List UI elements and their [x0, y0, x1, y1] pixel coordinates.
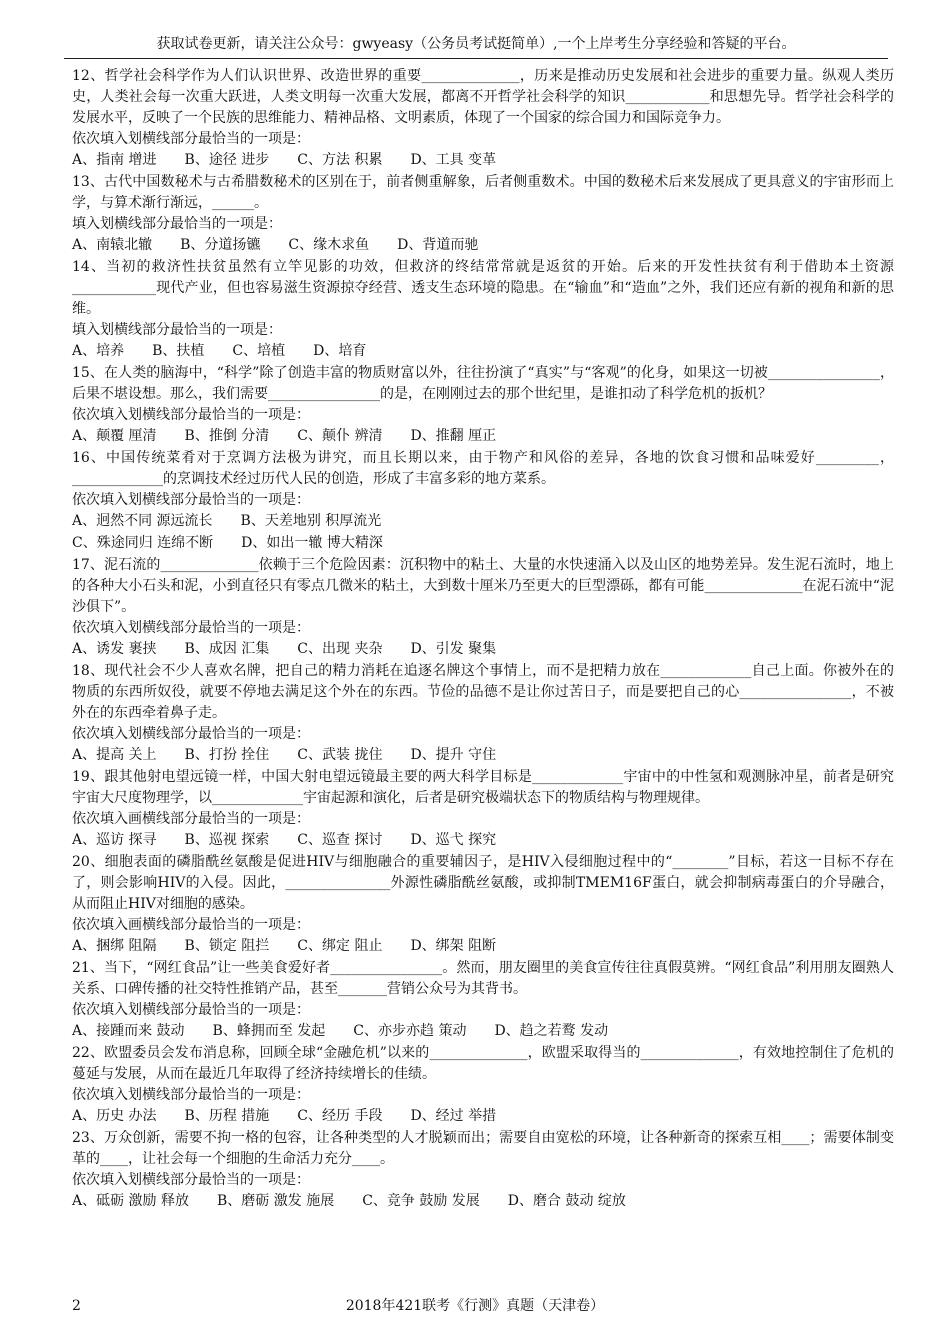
question-prompt: 依次填入划横线部分最恰当的一项是： — [72, 1087, 310, 1103]
question-options: A、指南 增进 B、途径 进步 C、方法 积累 D、工具 变革 — [72, 152, 497, 168]
question-options: A、提高 关上 B、打扮 拴住 C、武装 拢住 D、提升 守住 — [72, 747, 497, 763]
question-stem: 19、跟其他射电望远镜一样，中国大射电望远镜最主要的两大科学目标是_____________宇宙中的中性氢和观测脉冲星，前者是研究宇宙大尺度物理学，以_____________宇宙起源和演化，后者是研究极端状态下的物质结构与物理规律。 — [72, 769, 894, 806]
header-notice: 获取试卷更新，请关注公众号：gwyeasy（公务员考试挺简单）,一个上岸考生分享经验和答疑的平台。 — [156, 36, 796, 52]
question-options: A、颠覆 厘清 B、推倒 分清 C、颠仆 辨清 D、推翻 厘正 — [72, 428, 497, 444]
question-12 — [72, 66, 894, 171]
question-options: A、迥然不同 源远流长 B、天差地别 积厚流光 — [72, 513, 382, 529]
question-14 — [72, 257, 894, 362]
question-list — [72, 66, 894, 1213]
question-stem: 22、欧盟委员会发布消息称，回顾全球“金融危机”以来的______________，欧盟采取得当的______________，有效地控制住了危机的蔓延与发展，从而在最近几年取得了经济持续增长的佳绩。 — [72, 1045, 894, 1082]
question-options: A、南辕北辙 B、分道扬镳 C、缘木求鱼 D、背道而驰 — [72, 237, 479, 253]
question-stem: 21、当下，“网红食品”让一些美食爱好者________________。然而，朋友圈里的美食宣传往往真假莫辨。“网红食品”利用朋友圈熟人关系、口碑传播的社交特性推销产品，甚至_______营销公众号为其背书。 — [72, 960, 894, 997]
question-13 — [72, 172, 894, 256]
question-23 — [72, 1128, 894, 1212]
question-options: A、诱发 裹挟 B、成因 汇集 C、出现 夹杂 D、引发 聚集 — [72, 641, 497, 657]
question-prompt: 填入划横线部分最恰当的一项是： — [72, 322, 282, 338]
footer-title: 2018年421联考《行测》真题（天津卷） — [345, 1298, 605, 1314]
question-17 — [72, 555, 894, 660]
question-stem: 23、万众创新，需要不拘一格的包容，让各种类型的人才脱颖而出；需要自由宽松的环境，让各种新奇的探索互相____；需要体制变革的____，让社会每一个细胞的生命活力充分____。 — [72, 1130, 894, 1167]
question-prompt: 依次填入画横线部分最恰当的一项是： — [72, 917, 310, 933]
question-15 — [72, 363, 894, 447]
question-prompt: 依次填入划横线部分最恰当的一项是： — [72, 620, 310, 636]
question-stem: 18、现代社会不少人喜欢名牌，把自己的精力消耗在追逐名牌这个事情上，而不是把精力放在_____________自己上面。你被外在的物质的东西所奴役，就要不停地去满足这个外在的东西。节俭的品德不是让你过苦日子，而是要把自己的心________________，不被外在的东西牵着鼻子走。 — [72, 663, 894, 721]
question-prompt: 依次填入划横线部分最恰当的一项是： — [72, 726, 310, 742]
question-stem: 17、泥石流的______________依赖于三个危险因素：沉积物中的粘土、大量的水快速涌入以及山区的地势差异。发生泥石流时，地上的各种大小石头和泥，小到直径只有零点几微米的粘土，大到数十厘米乃至更大的巨型漂砾，都有可能______________在泥石流中“泥沙俱下”。 — [72, 557, 894, 615]
question-options: A、砥砺 激励 释放 B、磨砺 激发 施展 C、竞争 鼓励 发展 D、磨合 鼓动 绽放 — [72, 1193, 626, 1209]
question-options-second-line: C、殊途同归 连绵不断 D、如出一辙 博大精深 — [72, 535, 383, 551]
question-21 — [72, 958, 894, 1042]
question-options: A、巡访 探寻 B、巡视 探索 C、巡查 探讨 D、巡弋 探究 — [72, 832, 497, 848]
question-stem: 13、古代中国数秘术与古希腊数秘术的区别在于，前者侧重解象，后者侧重数术。中国的数秘术后来发展成了更具意义的宇宙形而上学，与算术渐行渐远，______。 — [72, 174, 894, 211]
question-options: A、接踵而来 鼓动 B、蜂拥而至 发起 C、亦步亦趋 策动 D、趋之若鹜 发动 — [72, 1023, 609, 1039]
question-20 — [72, 852, 894, 957]
question-options: A、历史 办法 B、历程 措施 C、经历 手段 D、经过 举措 — [72, 1108, 497, 1124]
question-prompt: 依次填入划横线部分最恰当的一项是： — [72, 492, 310, 508]
question-22 — [72, 1043, 894, 1127]
question-options: A、培养 B、扶植 C、培植 D、培育 — [72, 343, 367, 359]
question-options: A、捆绑 阻隔 B、锁定 阻拦 C、绑定 阻止 D、绑架 阻断 — [72, 938, 497, 954]
question-stem: 16、中国传统菜肴对于烹调方法极为讲究，而且长期以来，由于物产和风俗的差异，各地的饮食习惯和品味爱好_________，_____________的烹调技术经过历代人民的创造，形成了丰富多彩的地方菜系。 — [72, 450, 894, 487]
question-prompt: 依次填入划横线部分最恰当的一项是： — [72, 1002, 310, 1018]
question-stem: 14、当初的救济性扶贫虽然有立竿见影的功效，但救济的终结常常就是返贫的开始。后来的开发性扶贫有利于借助本土资源____________现代产业，但也容易滋生资源掠夺经营、透支生态环境的隐患。在“输血”和“造血”之外，我们还应有新的视角和新的思维。 — [72, 259, 894, 317]
question-prompt: 依次填入画横线部分最恰当的一项是： — [72, 811, 310, 827]
question-stem: 12、哲学社会科学作为人们认识世界、改造世界的重要______________，历来是推动历史发展和社会进步的重要力量。纵观人类历史，人类社会每一次重大跃进，人类文明每一次重大发展，都离不开哲学社会科学的知识____________和思想先导。哲学社会科学的发展水平，反映了一个民族的思维能力、精神品格、文明素质，体现了一个国家的综合国力和国际竞争力。 — [72, 68, 894, 126]
question-stem: 15、在人类的脑海中，“科学”除了创造丰富的物质财富以外，往往扮演了“真实”与“客观”的化身，如果这一切被________________，后果不堪设想。那么，我们需要________________的是，在刚刚过去的那个世纪里，是谁扣动了科学危机的扳机？ — [72, 365, 894, 402]
question-16 — [72, 448, 894, 554]
question-prompt: 填入划横线部分最恰当的一项是： — [72, 216, 282, 232]
header-divider — [64, 58, 888, 59]
question-prompt: 依次填入划横线部分最恰当的一项是： — [72, 131, 310, 147]
page-number: 2 — [72, 1298, 81, 1314]
question-prompt: 依次填入划横线部分最恰当的一项是： — [72, 1172, 310, 1188]
question-18 — [72, 661, 894, 766]
question-stem: 20、细胞表面的磷脂酰丝氨酸是促进HIV与细胞融合的重要辅因子，是HIV入侵细胞过程中的“________”目标，若这一目标不存在了，则会影响HIV的入侵。因此，_______________外源性磷脂酰丝氨酸，或抑制TMEM16F蛋白，就会抑制病毒蛋白的介导融合，从而阻止HIV对细胞的感染。 — [72, 854, 894, 912]
question-19 — [72, 767, 894, 851]
question-prompt: 依次填入划横线部分最恰当的一项是： — [72, 407, 310, 423]
